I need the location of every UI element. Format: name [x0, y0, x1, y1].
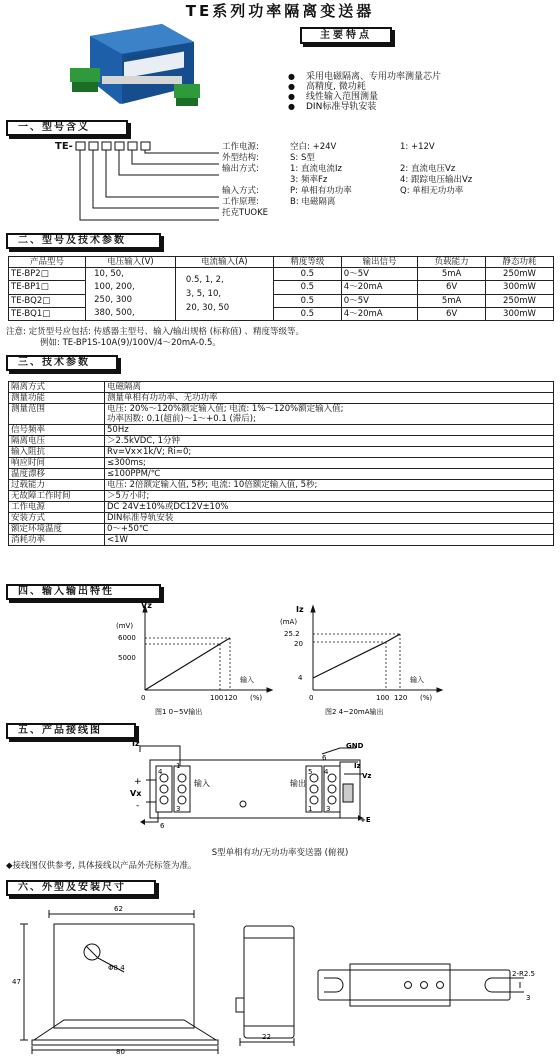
param-value: 电压: 20%～120%额定输入值; 电流: 1%～120%额定输入值; 功率因数: 0.1(超前)～1～+0.1 (滞后);: [105, 404, 554, 425]
side-view: [244, 926, 294, 1038]
model-row-label: 工作电源:: [222, 142, 259, 152]
param-name: 安装方式: [9, 513, 105, 524]
model-row-label: 输入方式:: [222, 186, 259, 196]
table-row: [9, 480, 554, 491]
dim-width-top: 62: [114, 905, 123, 913]
table-row: [9, 513, 554, 524]
fig2-line: [313, 642, 386, 678]
fig1-x-unit: (%): [250, 694, 263, 702]
param-name: 额定环境温度: [9, 524, 105, 535]
page-title: TE系列功率隔离变送器: [185, 2, 375, 20]
fig1-line: [145, 644, 220, 690]
table-cell: 300mW: [486, 281, 554, 294]
table-row: [9, 535, 554, 546]
label-plus-e: +E: [360, 816, 371, 824]
model-cell: TE-BQ1□: [9, 307, 86, 320]
section-1-heading: 一、型号含义: [6, 120, 128, 136]
model-row-option: 1: +12V: [400, 142, 435, 152]
table-row: [9, 502, 554, 513]
param-name: 隔离电压: [9, 436, 105, 447]
fig2-line: [386, 634, 400, 642]
feature-item: ● 线性输入范围测量: [288, 92, 441, 102]
table-cell: 0～5V: [341, 294, 417, 307]
table-cell: 250mW: [486, 294, 554, 307]
fig1-caption: 图1 0~5V输出: [155, 708, 203, 716]
model-row-option: Q: 单相无功功率: [400, 186, 464, 196]
tech-params-table: [8, 381, 554, 546]
label-input: 输入: [194, 779, 210, 788]
terminal-number: 3: [176, 805, 181, 813]
param-value: <1W: [105, 535, 554, 546]
table-row: [9, 447, 554, 458]
table-cell: 0～5V: [341, 268, 417, 281]
model-meaning-list: [222, 142, 542, 219]
wiring-caption: S型单相有功/无功功率变送器 (俯视): [211, 848, 349, 858]
table-cell: 0.5: [273, 294, 341, 307]
fig1-x-tick: 100: [210, 694, 224, 702]
current-input-cell: 0.5, 1, 2, 3, 5, 10, 20, 30, 50: [175, 268, 273, 321]
param-value: ≤100PPM/℃: [105, 469, 554, 480]
param-name: 输入阻抗: [9, 447, 105, 458]
fig2-y-unit: (mA): [280, 618, 298, 626]
model-row-option: 4: 跟踪电压输出Vz: [400, 175, 473, 185]
order-example: 例如: TE-BP1S-10A(9)/100V/4～20mA-0.5。: [40, 338, 221, 348]
table-header: 负载能力: [418, 257, 486, 268]
terminal-number: 4: [158, 768, 163, 776]
param-value: DIN标准导轨安装: [105, 513, 554, 524]
param-value: 50Hz: [105, 425, 554, 436]
table-cell: 5mA: [418, 294, 486, 307]
fig2-x-tick: 0: [309, 694, 314, 702]
front-view: [54, 924, 194, 1028]
param-name: 信号频率: [9, 425, 105, 436]
label-gnd: GND: [346, 742, 364, 750]
table-header: 静态功耗: [486, 257, 554, 268]
fig2-caption: 图2 4~20mA输出: [325, 708, 384, 716]
section-4-heading: 四、输入输出特性: [6, 584, 161, 600]
table-row: [9, 268, 554, 281]
table-row: [9, 382, 554, 393]
iz-wire: [140, 746, 180, 766]
terminal-number: 6: [322, 754, 327, 762]
table-cell: 4～20mA: [341, 307, 417, 320]
table-row: [9, 491, 554, 502]
model-row-label: 输出方式:: [222, 164, 259, 174]
param-value: ≤300ms;: [105, 458, 554, 469]
wiring-diagram: [110, 738, 380, 830]
table-header: 电压输入(V): [86, 257, 176, 268]
label-iz-top: Iz: [132, 739, 140, 748]
fig1-x-tick: 120: [224, 694, 238, 702]
param-name: 过载能力: [9, 480, 105, 491]
terminal-number: 5: [308, 768, 313, 776]
fig2-y-tick: 20: [294, 640, 303, 648]
fig2-y-tick: 25.2: [284, 630, 300, 638]
table-row: [9, 436, 554, 447]
fig2-y-tick: 4: [298, 674, 303, 682]
voltage-input-cell: 10, 50, 100, 200, 250, 300 380, 500,: [86, 268, 176, 321]
fig1-chart: [110, 600, 280, 720]
bottom-view: [318, 970, 510, 1000]
model-spec-table: [8, 256, 554, 321]
product-label: 功率隔离变送器: [125, 51, 162, 63]
param-name: 温度漂移: [9, 469, 105, 480]
order-note: 注意: 定货型号应包括: 传感器主型号、输入/输出规格 (标称值) 、精度等级等。: [6, 327, 305, 337]
fig1-y-unit: (mV): [116, 622, 134, 630]
label-plus: +: [134, 777, 142, 787]
param-name: 无故障工作时间: [9, 491, 105, 502]
table-cell: 0.5: [273, 281, 341, 294]
fig2-chart: [280, 600, 450, 720]
fig1-y-tick: 5000: [118, 654, 136, 662]
dim-depth: 22: [262, 1033, 271, 1041]
model-row-option: 空白: +24V: [290, 142, 337, 152]
features-list: [288, 72, 441, 112]
fig2-x-tick: 100: [376, 694, 390, 702]
model-row-option: B: 电磁隔离: [290, 197, 336, 207]
wire-6: [145, 812, 158, 822]
table-cell: 6V: [418, 307, 486, 320]
model-row-option: S: S型: [290, 153, 315, 163]
table-cell: 250mW: [486, 268, 554, 281]
dim-height: 47: [12, 978, 21, 986]
model-row-option: P: 单相有功功率: [290, 186, 352, 196]
label-output: 输出: [290, 779, 306, 788]
terminal-number: 4: [324, 768, 329, 776]
model-cell: TE-BP1□: [9, 281, 86, 294]
model-row-label: 托克TUOKE: [222, 208, 269, 218]
table-row: [9, 404, 554, 425]
table-row: [9, 524, 554, 535]
param-value: ＞5万小时;: [105, 491, 554, 502]
section-2-heading: 二、型号及技术参数: [6, 233, 161, 249]
param-name: 消耗功率: [9, 535, 105, 546]
table-cell: 6V: [418, 281, 486, 294]
model-prefix: TE-: [55, 141, 73, 152]
wiring-note: ◆接线图仅供参考, 具体接线以产品外壳标签为准。: [6, 861, 197, 871]
dim-slot: 2-R2.5: [512, 970, 535, 978]
model-row-label: 外型结构:: [222, 153, 259, 163]
section-6-heading: 六、外型及安装尺寸: [6, 880, 156, 896]
fig2-x-label: 输入: [410, 676, 424, 684]
features-heading: 主要特点: [300, 27, 392, 44]
label-iz-right: Iz: [354, 762, 361, 770]
fig1-x-tick: 0: [141, 694, 146, 702]
label-vz: Vz: [362, 772, 372, 780]
label-minus: -: [136, 801, 140, 811]
table-cell: 0.5: [273, 268, 341, 281]
model-cell: TE-BQ2□: [9, 294, 86, 307]
feature-item: ● 高精度, 微功耗: [288, 82, 441, 92]
dim-slot-gap: 3: [526, 994, 531, 1002]
section-5-heading: 五、产品接线图: [6, 723, 136, 739]
dim-hole: Φ8.4: [108, 964, 125, 972]
param-value: 0～+50℃: [105, 524, 554, 535]
terminal-number: 3: [326, 805, 331, 813]
table-header: 产品型号: [9, 257, 86, 268]
table-cell: 300mW: [486, 307, 554, 320]
terminal-number: 1: [308, 805, 313, 813]
terminal-number: 1: [176, 762, 181, 770]
model-code-diagram: [74, 140, 224, 230]
model-row-option: 3: 频率Fz: [290, 175, 328, 185]
param-value: Rv=Vx×1k/V; Ri≈0;: [105, 447, 554, 458]
model-cell: TE-BP2□: [9, 268, 86, 281]
table-row: [9, 425, 554, 436]
table-header: 输出信号: [341, 257, 417, 268]
table-cell: 5mA: [418, 268, 486, 281]
table-row: [9, 393, 554, 404]
table-header: 电流输入(A): [175, 257, 273, 268]
e-wire: [340, 812, 358, 818]
feature-item: ● 采用电磁隔离、专用功率测量芯片: [288, 72, 441, 82]
table-header: 精度等级: [273, 257, 341, 268]
param-name: 测量范围: [9, 404, 105, 425]
fig1-x-label: 输入: [240, 676, 254, 684]
fig2-x-tick: 120: [394, 694, 408, 702]
feature-item: ● DIN标准导轨安装: [288, 102, 441, 112]
fig1-y-label: Vz: [141, 601, 152, 610]
section-3-heading: 三、技术参数: [6, 355, 118, 371]
param-value: ＞2.5kVDC, 1分钟: [105, 436, 554, 447]
terminal-number: 6: [160, 822, 165, 830]
param-name: 工作电源: [9, 502, 105, 513]
fig2-y-label: Iz: [296, 605, 304, 614]
param-name: 响应时间: [9, 458, 105, 469]
model-row-label: 工作原理:: [222, 197, 259, 207]
fig1-line: [220, 638, 230, 644]
table-row: [9, 458, 554, 469]
param-name: 测量功能: [9, 393, 105, 404]
model-row-option: 2: 直流电压Vz: [400, 164, 456, 174]
table-row: [9, 469, 554, 480]
model-row-option: 1: 直流电流Iz: [290, 164, 342, 174]
fig2-x-unit: (%): [420, 694, 433, 702]
dimension-drawing: [4, 900, 556, 1054]
table-cell: 0.5: [273, 307, 341, 320]
param-value: 测量单相有功功率、无功功率: [105, 393, 554, 404]
product-image: [68, 24, 202, 112]
param-value: 电压: 2倍额定输入值, 5秒; 电流: 10倍额定输入值, 5秒;: [105, 480, 554, 491]
param-value: DC 24V±10%或DC12V±10%: [105, 502, 554, 513]
param-name: 隔离方式: [9, 382, 105, 393]
fig1-y-tick: 6000: [118, 634, 136, 642]
param-value: 电磁隔离: [105, 382, 554, 393]
dim-width-bottom: 80: [116, 1048, 125, 1054]
table-cell: 4～20mA: [341, 281, 417, 294]
label-vx: Vx: [130, 789, 142, 798]
